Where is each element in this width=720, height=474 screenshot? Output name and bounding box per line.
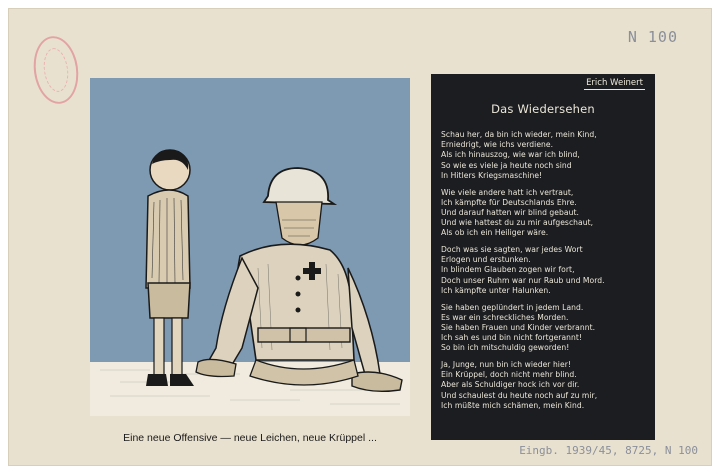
poem-line: Ein Krüppel, doch nicht mehr blind. <box>441 370 577 380</box>
poem-line: In Hitlers Kriegsmaschine! <box>441 170 543 180</box>
illustration-caption: Eine neue Offensive — neue Leichen, neue Krüppel ... <box>123 432 377 444</box>
poem-line: Ich sah es und bin nicht fortgerannt! <box>441 333 583 343</box>
stanza-5 <box>441 360 649 411</box>
illustration <box>90 78 410 416</box>
poem-line: Ja, Junge, nun bin ich wieder hier! <box>441 360 571 370</box>
poem-line: Sie haben geplündert in jedem Land. <box>441 302 584 312</box>
leaflet-sheet <box>8 8 712 466</box>
poem-line: Aber als Schuldiger hock ich vor dir. <box>441 380 580 390</box>
stanza-3 <box>441 245 649 296</box>
poem-line: So wie es viele ja heute noch sind <box>441 160 572 170</box>
poem-line: Und wie hattest du zu mir aufgeschaut, <box>441 218 594 228</box>
stanza-4 <box>441 303 649 354</box>
poem-line: Sie haben Frauen und Kinder verbrannt. <box>441 322 596 332</box>
poem-line: Ich kämpfte für Deutschlands Ehre. <box>441 197 577 207</box>
poem-line: Ich kämpfte unter Halunken. <box>441 285 551 295</box>
stanza-1 <box>441 130 649 181</box>
poem-line: Und darauf hatten wir blind gebaut. <box>441 207 579 217</box>
archive-inventory-number: Eingb. 1939/45, 8725, N 100 <box>519 444 698 457</box>
poem-line: In blindem Glauben zogen wir fort, <box>441 265 575 275</box>
poem-author: Erich Weinert <box>586 78 643 88</box>
poem-line: Wie viele andere hatt ich vertraut, <box>441 187 574 197</box>
poem-line: Als ich hinauszog, wie war ich blind, <box>441 150 580 160</box>
stanza-2 <box>441 188 649 239</box>
poem-line: Ich müßte mich schämen, mein Kind. <box>441 400 585 410</box>
poem-stanzas <box>441 130 649 418</box>
poem-line: Doch unser Ruhm war nur Raub und Mord. <box>441 275 605 285</box>
poem-line: Und schaulest du heute noch auf zu mir, <box>441 390 598 400</box>
poem-panel <box>431 74 655 440</box>
poem-line: Erlogen und erstunken. <box>441 255 531 265</box>
poem-line: Es war ein schreckliches Morden. <box>441 312 569 322</box>
catalog-number: N 100 <box>627 28 678 46</box>
poem-title: Das Wiedersehen <box>491 102 595 116</box>
poem-line: Doch was sie sagten, war jedes Wort <box>441 245 583 255</box>
poem-line: Schau her, da bin ich wieder, mein Kind, <box>441 130 597 139</box>
poem-line: Erniedrigt, wie ichs verdiene. <box>441 140 554 150</box>
soldier-and-child-drawing <box>90 78 410 416</box>
poem-line: Als ob ich ein Heiliger wäre. <box>441 228 549 238</box>
poem-line: So bin ich mitschuldig geworden! <box>441 343 570 353</box>
archive-stamp <box>29 33 82 106</box>
